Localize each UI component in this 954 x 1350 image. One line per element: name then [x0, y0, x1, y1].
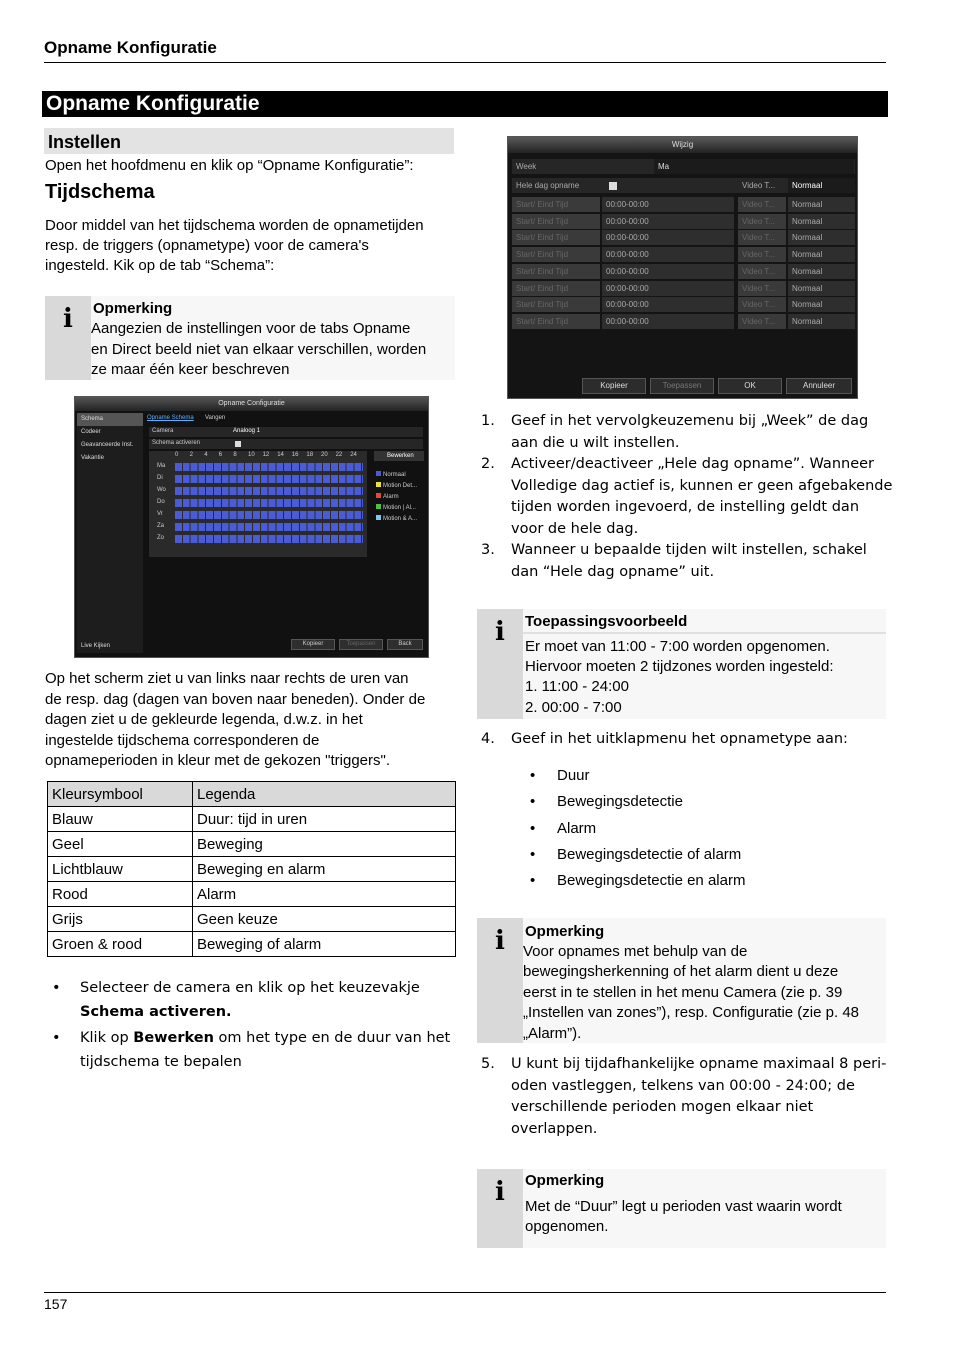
step-4-number: 4.	[481, 731, 495, 747]
screen1-main	[147, 413, 427, 653]
step-4-line-1: Geef in het uitklapmenu het opnametype aan:	[511, 731, 848, 747]
time-input[interactable]: 00:00-00:00	[602, 197, 734, 212]
video-type-label: Video T...	[738, 314, 786, 329]
day-label: Zo	[157, 535, 165, 541]
time-input[interactable]: 00:00-00:00	[602, 230, 734, 245]
note-1-line-2: en Direct beeld niet van elkaar verschillen, worden	[91, 341, 427, 358]
legend-paragraph-2: de resp. dag (dagen van boven naar beneden). Onder de	[45, 691, 426, 708]
bullet-1-line-2: Schema activeren.	[80, 1004, 232, 1020]
page-number: 157	[44, 1296, 68, 1312]
tijdschema-text-1: Door middel van het tijdschema worden de opnametijden	[45, 217, 424, 234]
step-3-line-1: Wanneer u bepaalde tijden wilt instellen, schakel	[511, 542, 867, 558]
example-line-4: 2. 00:00 - 7:00	[525, 699, 622, 716]
bullet-2-line-2: tijdschema te bepalen	[80, 1054, 242, 1070]
table-cell: Beweging of alarm	[193, 932, 456, 957]
type-item: Bewegingsdetectie of alarm	[557, 846, 742, 863]
step-3-line-2: dan “Hele dag opname” uit.	[511, 564, 715, 580]
legend-swatch	[376, 515, 381, 520]
day-label: Do	[157, 499, 165, 505]
table-cell: Rood	[48, 882, 193, 907]
step-1-line-2: aan die u wilt instellen.	[511, 435, 680, 451]
time-input[interactable]: 00:00-00:00	[602, 314, 734, 329]
day-label: Ma	[157, 463, 166, 469]
table-cell: Geen keuze	[193, 907, 456, 932]
hour-label: 6	[218, 452, 223, 458]
hour-label: 18	[306, 452, 314, 458]
step-3-number: 3.	[481, 542, 495, 558]
step-1-line-1: Geef in het vervolgkeuzemenu bij „Week” de dag	[511, 413, 869, 429]
legend-label: Motion & A...	[383, 516, 418, 522]
video-type-select[interactable]: Normaal	[788, 247, 855, 262]
type-item: Bewegingsdetectie en alarm	[557, 872, 746, 889]
step-5-line-4: overlappen.	[511, 1121, 598, 1137]
table-header-row	[48, 782, 456, 807]
header-divider	[44, 62, 886, 63]
hour-label: 4	[204, 452, 208, 458]
apply-button[interactable]: Toepassen	[650, 378, 714, 394]
screen1-sidebar	[77, 413, 143, 653]
note-2-line-5: „Alarm”).	[523, 1025, 582, 1042]
time-input[interactable]: 00:00-00:00	[602, 247, 734, 262]
activate-label: Schema activeren	[152, 440, 201, 446]
cancel-button[interactable]: Annuleer	[786, 378, 852, 394]
video-type-label: Video T...	[738, 197, 786, 212]
table-cell: Beweging en alarm	[193, 857, 456, 882]
video-type-select[interactable]: Normaal	[788, 178, 855, 193]
table-row	[48, 907, 456, 932]
video-type-select[interactable]: Normaal	[788, 264, 855, 279]
note-1-line-3: ze maar één keer beschreven	[91, 361, 290, 378]
time-row	[512, 247, 855, 262]
video-type-label: Video T...	[738, 297, 786, 312]
example-line-1: Er moet van 11:00 - 7:00 worden opgenomen.	[525, 638, 830, 655]
note-3-title: Opmerking	[525, 1172, 605, 1189]
step-2-line-2: Volledige dag actief is, kunnen er geen afgebakende	[511, 478, 893, 494]
schedule-screenshot	[74, 396, 429, 658]
note-2-line-4: „Instellen van zones”), resp. Configuratie (zie p. 48	[523, 1004, 859, 1021]
video-type-label: Video T...	[738, 264, 786, 279]
bullet-dot-icon: •	[52, 1030, 61, 1046]
screen1-title: Opname Configuratie	[75, 397, 428, 411]
hour-label: 0	[175, 452, 179, 458]
time-row	[512, 197, 855, 212]
step-5-line-2: oden vastleggen, telkens van 00:00 - 24:00; de	[511, 1078, 855, 1094]
day-label: Di	[157, 475, 163, 481]
video-type-label: Video T...	[738, 214, 786, 229]
back-button[interactable]: Back	[387, 639, 423, 650]
day-label: Vr	[157, 511, 163, 517]
hour-label: 12	[262, 452, 270, 458]
tab-opname-schema[interactable]: Opname Schema	[147, 415, 194, 421]
time-row	[512, 297, 855, 312]
type-item: Bewegingsdetectie	[557, 793, 683, 810]
section-title: Opname Konfiguratie	[42, 91, 888, 117]
allday-row	[512, 178, 855, 193]
time-row	[512, 314, 855, 329]
time-label: Start/ Eind Tijd	[512, 264, 600, 279]
bullet-2-pre: Klik op	[80, 1030, 134, 1046]
hour-label: 8	[233, 452, 237, 458]
legend-paragraph-1: Op het scherm ziet u van links naar rechts de uren van	[45, 670, 409, 687]
camera-select[interactable]: Analoog 1	[233, 428, 261, 434]
legend-paragraph-5: opnameperioden in kleur met de gekozen "triggers".	[45, 752, 391, 769]
time-label: Start/ Eind Tijd	[512, 230, 600, 245]
time-label: Start/ Eind Tijd	[512, 281, 600, 296]
time-input[interactable]: 00:00-00:00	[602, 297, 734, 312]
time-row	[512, 264, 855, 279]
note-3-line-2: opgenomen.	[525, 1218, 609, 1235]
day-label: Wo	[157, 487, 166, 493]
table-cell: Grijs	[48, 907, 193, 932]
bullet-2-post: om het type en de duur van het	[213, 1030, 451, 1046]
apply-button[interactable]: Toepassen	[339, 639, 383, 650]
step-2-line-3: tijden worden ingevoerd, de instelling geldt dan	[511, 499, 860, 515]
bullet-dot-icon: •	[530, 872, 536, 889]
legend-table	[47, 781, 456, 957]
note-2-line-2: bewegingsherkenning of het alarm dient u deze	[523, 963, 839, 980]
example-line-2: Hiervoor moeten 2 tijdzones worden ingesteld:	[525, 658, 834, 675]
table-row	[48, 932, 456, 957]
legend-paragraph-3: dagen ziet u de gekleurde legenda, d.w.z. in het	[45, 711, 363, 728]
week-label: Week	[516, 162, 537, 171]
sidebar-item-advanced[interactable]: Geavanceerde Inst.	[81, 442, 134, 448]
allday-label: Hele dag opname	[516, 181, 580, 190]
video-type-select[interactable]: Normaal	[788, 281, 855, 296]
video-type-select[interactable]: Normaal	[788, 197, 855, 212]
sidebar-item-codeer[interactable]: Codeer	[81, 429, 101, 435]
schedule-bar[interactable]	[175, 499, 363, 507]
note-1-title: Opmerking	[93, 300, 173, 317]
step-2-line-1: Activeer/deactiveer „Hele dag opname”. Wanneer	[511, 456, 874, 472]
legend-item[interactable]	[376, 507, 417, 525]
table-row	[48, 807, 456, 832]
step-2-line-4: voor de hele dag.	[511, 521, 639, 537]
time-row	[512, 230, 855, 245]
table-cell: Alarm	[193, 882, 456, 907]
legend-paragraph-4: ingestelde tijdschema corresponderen de	[45, 732, 320, 749]
bullet-dot-icon: •	[530, 767, 536, 784]
type-item: Alarm	[557, 820, 597, 837]
video-type-select[interactable]: Normaal	[788, 214, 855, 229]
video-type-label: Video T...	[742, 181, 776, 190]
legend-label: Normaal	[383, 472, 406, 478]
allday-checkbox[interactable]	[609, 182, 617, 190]
hour-label: 16	[291, 452, 299, 458]
schedule-bar[interactable]	[175, 487, 363, 495]
live-view-button[interactable]: Live Kijken	[81, 643, 111, 649]
hour-label: 22	[335, 452, 343, 458]
step-5-line-1: U kunt bij tijdafhankelijke opname maximaal 8 peri-	[511, 1056, 887, 1072]
ok-button[interactable]: OK	[718, 378, 782, 394]
week-select[interactable]: Ma	[654, 159, 854, 174]
note-1-line-1: Aangezien de instellingen voor de tabs Opname	[91, 320, 411, 337]
table-cell: Duur: tijd in uren	[193, 807, 456, 832]
time-input[interactable]: 00:00-00:00	[602, 264, 734, 279]
legend-label: Motion Det...	[383, 483, 418, 489]
time-label: Start/ Eind Tijd	[512, 247, 600, 262]
step-2-number: 2.	[481, 456, 495, 472]
hour-label: 24	[350, 452, 357, 458]
hour-label: 14	[277, 452, 284, 458]
bullet-dot-icon: •	[530, 820, 536, 837]
video-type-select[interactable]: Normaal	[788, 297, 855, 312]
note-2-line-1: Voor opnames met behulp van de	[523, 943, 748, 960]
table-cell: Lichtblauw	[48, 857, 193, 882]
legend-label: Alarm	[383, 494, 399, 500]
time-label: Start/ Eind Tijd	[512, 297, 600, 312]
bullet-2-line-1	[80, 1026, 450, 1050]
info-icon: i	[477, 609, 523, 719]
video-type-select[interactable]: Normaal	[788, 230, 855, 245]
tab-vangen[interactable]: Vangen	[205, 415, 226, 421]
bullet-1-line-1: Selecteer de camera en klik op het keuzevakje	[80, 980, 420, 996]
time-label: Start/ Eind Tijd	[512, 214, 600, 229]
activate-checkbox[interactable]	[235, 441, 241, 447]
table-row	[48, 882, 456, 907]
table-header-cell: Legenda	[193, 782, 456, 807]
table-cell: Groen & rood	[48, 932, 193, 957]
subsection-instellen: Instellen	[44, 128, 454, 154]
type-item: Duur	[557, 767, 590, 784]
table-cell: Geel	[48, 832, 193, 857]
info-icon: i	[45, 296, 91, 380]
table-cell: Blauw	[48, 807, 193, 832]
hour-label: 2	[189, 452, 193, 458]
video-type-select[interactable]: Normaal	[788, 314, 855, 329]
video-type-label: Video T...	[738, 281, 786, 296]
hour-labels	[175, 452, 365, 460]
instellen-text: Open het hoofdmenu en klik op “Opname Konfiguratie”:	[45, 157, 414, 174]
info-icon: i	[477, 1169, 523, 1248]
note-2-line-3: eerst in te stellen in het menu Camera (zie p. 39	[523, 984, 843, 1001]
info-icon: i	[477, 918, 523, 1043]
bullet-dot-icon: •	[52, 980, 61, 996]
camera-row	[149, 427, 423, 437]
time-input[interactable]: 00:00-00:00	[602, 281, 734, 296]
step-5-line-3: verschillende perioden mogen elkaar niet	[511, 1099, 814, 1115]
schedule-bar[interactable]	[175, 523, 363, 531]
day-label: Za	[157, 523, 165, 529]
legend-label: Motion | Al...	[383, 505, 416, 511]
step-5-number: 5.	[481, 1056, 495, 1072]
edit-dialog-screenshot	[507, 136, 858, 399]
tijdschema-heading: Tijdschema	[45, 181, 155, 203]
time-row	[512, 214, 855, 229]
video-type-label: Video T...	[738, 230, 786, 245]
camera-label: Camera	[152, 428, 174, 434]
copy-button[interactable]: Kopieer	[582, 378, 646, 394]
example-divider	[523, 632, 886, 634]
time-label: Start/ Eind Tijd	[512, 314, 600, 329]
tijdschema-text-2: resp. de triggers (opnametype) voor de camera's	[45, 237, 369, 254]
hour-label: 20	[321, 452, 328, 458]
schedule-bar[interactable]	[175, 511, 363, 519]
note-2-title: Opmerking	[525, 923, 605, 940]
video-type-label: Video T...	[738, 247, 786, 262]
page-header-title: Opname Konfiguratie	[44, 38, 217, 57]
bullet-2-bold: Bewerken	[133, 1030, 214, 1046]
table-cell: Beweging	[193, 832, 456, 857]
table-row	[48, 832, 456, 857]
copy-button[interactable]: Kopieer	[291, 639, 335, 650]
schedule-bar[interactable]	[175, 475, 363, 483]
step-1-number: 1.	[481, 413, 495, 429]
sidebar-item-schema[interactable]: Schema	[77, 413, 143, 426]
week-row	[512, 159, 855, 174]
tijdschema-text-3: ingesteld. Kik op de tab “Schema”:	[45, 257, 275, 274]
bullet-dot-icon: •	[530, 793, 536, 810]
screen2-title: Wijzig	[508, 137, 857, 153]
note-3-line-1: Met de “Duur” legt u perioden vast waarin wordt	[525, 1198, 842, 1215]
bullet-dot-icon: •	[530, 846, 536, 863]
example-title: Toepassingsvoorbeeld	[525, 613, 688, 630]
hour-label: 10	[248, 452, 255, 458]
schedule-bar[interactable]	[175, 463, 363, 471]
table-row	[48, 857, 456, 882]
time-input[interactable]: 00:00-00:00	[602, 214, 734, 229]
edit-button-label: Bewerken	[387, 453, 414, 459]
table-header-cell: Kleursymbool	[48, 782, 193, 807]
schedule-bar[interactable]	[175, 535, 363, 543]
example-line-3: 1. 11:00 - 24:00	[525, 678, 629, 695]
time-row	[512, 281, 855, 296]
time-label: Start/ Eind Tijd	[512, 197, 600, 212]
sidebar-item-vakantie[interactable]: Vakantie	[81, 455, 104, 461]
footer-divider	[44, 1292, 886, 1293]
